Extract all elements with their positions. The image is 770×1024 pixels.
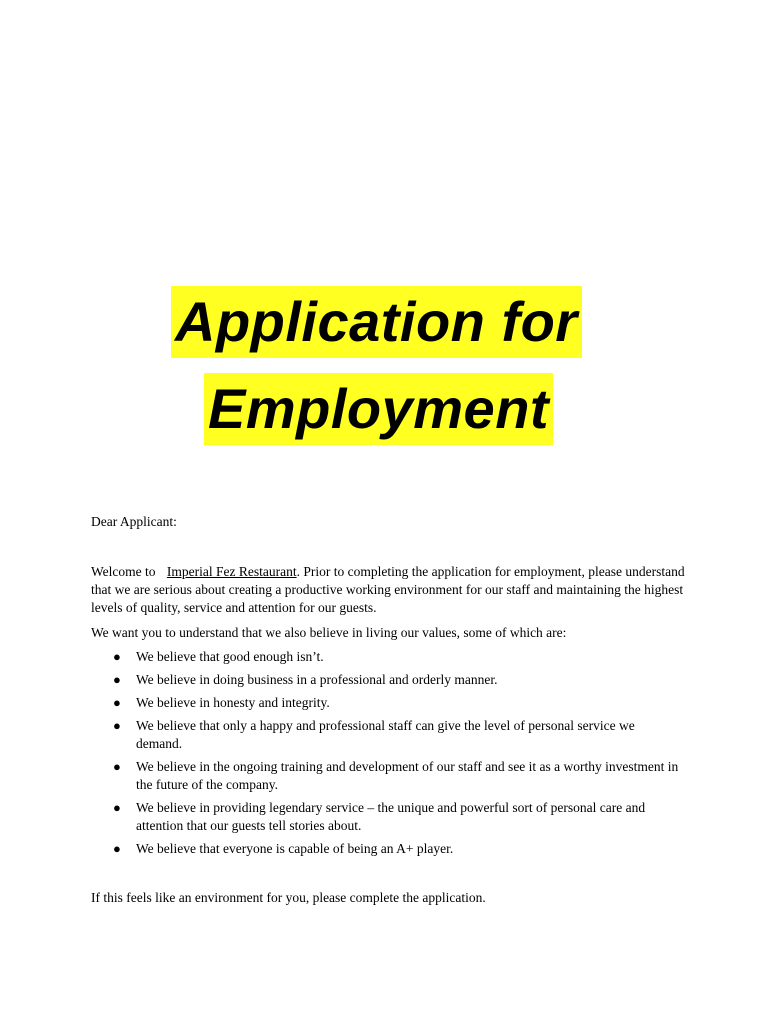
- list-item: [91, 717, 681, 753]
- salutation: Dear Applicant:: [91, 514, 177, 529]
- bullet-icon: ●: [113, 718, 121, 733]
- list-item: [91, 840, 681, 858]
- values-intro: We want you to understand that we also believe in living our values, some of which are:: [91, 625, 567, 640]
- list-item: [91, 648, 681, 666]
- welcome-prefix: Welcome to: [91, 564, 156, 579]
- belief-text: We believe that good enough isn’t.: [136, 649, 324, 664]
- beliefs-list: [91, 648, 681, 863]
- belief-text: We believe in the ongoing training and development of our staff and see it as a worthy investment in the future of the company.: [136, 759, 679, 792]
- bullet-icon: ●: [113, 841, 121, 856]
- closing-line: If this feels like an environment for you, please complete the application.: [91, 890, 486, 905]
- list-item: [91, 799, 681, 835]
- welcome-paragraph: [91, 563, 691, 617]
- list-item: [91, 671, 681, 689]
- title-line-2: Employment: [204, 373, 553, 445]
- belief-text: We believe in providing legendary service – the unique and powerful sort of personal care and attention that our guests tell stories about.: [136, 800, 646, 833]
- bullet-icon: ●: [113, 759, 121, 774]
- welcome-rest: . Prior to completing the application for employment, please understand that we are serious about creating a productive working environment for our staff and maintaining the highest levels of quality, service and attention for our guests.: [91, 564, 685, 615]
- bullet-icon: ●: [113, 672, 121, 687]
- bullet-icon: ●: [113, 695, 121, 710]
- restaurant-name: Imperial Fez Restaurant: [166, 564, 297, 579]
- bullet-icon: ●: [113, 800, 121, 815]
- title-line-1: Application for: [171, 286, 582, 358]
- belief-text: We believe in honesty and integrity.: [136, 695, 330, 710]
- belief-text: We believe in doing business in a professional and orderly manner.: [136, 672, 498, 687]
- belief-text: We believe that everyone is capable of being an A+ player.: [136, 841, 454, 856]
- list-item: [91, 758, 681, 794]
- list-item: [91, 694, 681, 712]
- bullet-icon: ●: [113, 649, 121, 664]
- belief-text: We believe that only a happy and professional staff can give the level of personal service we demand.: [136, 718, 635, 751]
